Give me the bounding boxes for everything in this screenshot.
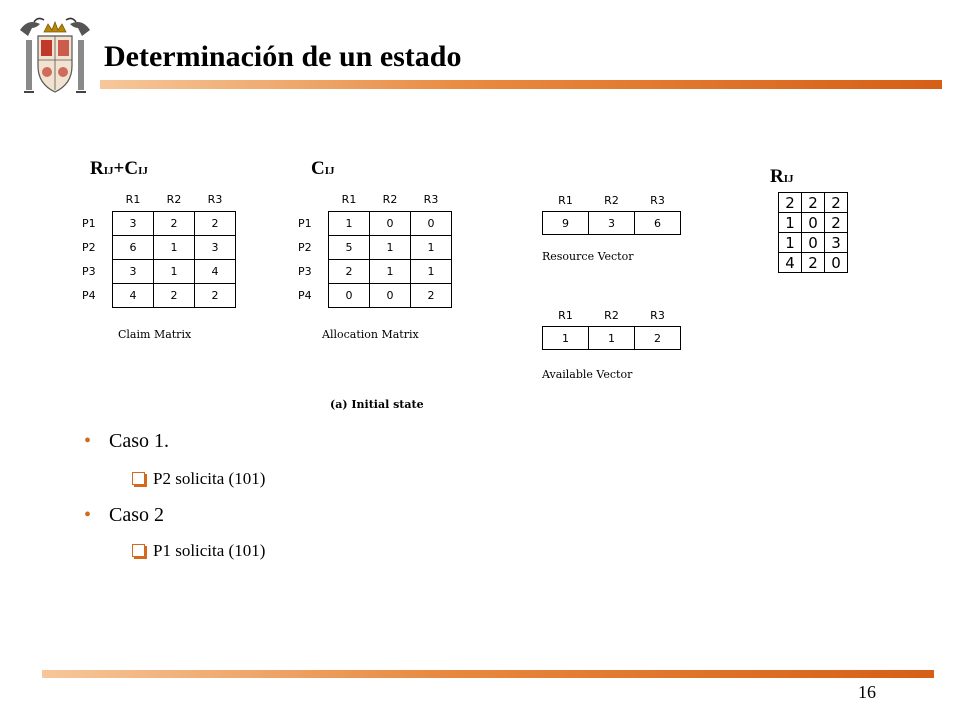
column-header: R3 xyxy=(423,192,439,206)
matrix-cell: 2 xyxy=(195,283,236,307)
row-header: P2 xyxy=(82,240,96,254)
matrix-cell: 0 xyxy=(802,213,825,233)
sub-bullet-caso-2 xyxy=(132,541,265,561)
title-underline-bar xyxy=(100,80,942,89)
matrix-cell: 1 xyxy=(779,233,802,253)
matrix-cell: 1 xyxy=(411,235,452,259)
column-header: R2 xyxy=(604,308,619,322)
matrix-cell: 0 xyxy=(329,283,370,307)
column-header: R3 xyxy=(650,193,665,207)
matrix-cell: 6 xyxy=(113,235,154,259)
matrix-cell: 2 xyxy=(802,193,825,213)
vector-cell: 1 xyxy=(543,327,589,350)
matrix-cell: 2 xyxy=(825,213,848,233)
available-vector-caption: Available Vector xyxy=(542,368,633,381)
matrix-cell: 4 xyxy=(113,283,154,307)
table-row xyxy=(298,235,452,259)
table-row xyxy=(82,211,236,235)
matrix-cell: 1 xyxy=(370,259,411,283)
bullet-dot-icon: • xyxy=(84,504,92,526)
column-header: R2 xyxy=(604,193,619,207)
available-vector xyxy=(542,304,681,350)
resource-vector-caption: Resource Vector xyxy=(542,250,634,263)
vector-cell: 9 xyxy=(543,212,589,235)
bullet-caso-2 xyxy=(84,504,164,527)
allocation-matrix-caption: Allocation Matrix xyxy=(322,328,419,341)
table-row xyxy=(779,253,848,273)
label-rij-plus-cij: RIJ+CIJ xyxy=(90,158,148,179)
matrix-cell: 2 xyxy=(154,211,195,235)
matrix-cell: 2 xyxy=(779,193,802,213)
checkbox-bullet-icon xyxy=(132,544,145,557)
column-header: R1 xyxy=(558,193,573,207)
bullet-caso-1 xyxy=(84,430,169,453)
table-row xyxy=(82,259,236,283)
row-header: P1 xyxy=(298,216,312,230)
allocation-matrix xyxy=(298,188,452,308)
row-header: P2 xyxy=(298,240,312,254)
table-row xyxy=(82,235,236,259)
table-row xyxy=(779,213,848,233)
sub-bullet-text: P2 solicita (101) xyxy=(153,469,266,488)
matrix-cell: 4 xyxy=(779,253,802,273)
vector-cell: 3 xyxy=(589,212,635,235)
label-cij: CIJ xyxy=(311,158,335,179)
label-rij: RIJ xyxy=(770,166,794,187)
column-header: R3 xyxy=(650,308,665,322)
claim-matrix-caption: Claim Matrix xyxy=(118,328,192,341)
matrix-cell: 1 xyxy=(154,235,195,259)
bullet-text: Caso 1. xyxy=(109,430,170,452)
matrix-cell: 0 xyxy=(411,211,452,235)
column-header: R1 xyxy=(558,308,573,322)
matrix-cell: 2 xyxy=(825,193,848,213)
vector-cell: 2 xyxy=(635,327,681,350)
vector-cell: 1 xyxy=(589,327,635,350)
matrix-cell: 2 xyxy=(411,283,452,307)
claim-matrix xyxy=(82,188,236,308)
rij-matrix xyxy=(778,192,848,273)
table-row xyxy=(82,283,236,307)
matrix-cell: 1 xyxy=(370,235,411,259)
matrix-cell: 0 xyxy=(802,233,825,253)
table-row xyxy=(298,283,452,307)
table-row xyxy=(298,259,452,283)
slide-title: Determinación de un estado xyxy=(104,40,462,73)
matrix-cell: 1 xyxy=(329,211,370,235)
matrix-cell: 3 xyxy=(113,211,154,235)
row-header: P4 xyxy=(82,288,96,302)
row-header: P3 xyxy=(298,264,312,278)
bullet-text: Caso 2 xyxy=(109,504,165,526)
table-row xyxy=(298,211,452,235)
table-row xyxy=(779,193,848,213)
resource-vector xyxy=(542,189,681,235)
matrix-cell: 2 xyxy=(802,253,825,273)
matrix-cell: 3 xyxy=(195,235,236,259)
column-header: R1 xyxy=(341,192,357,206)
row-header: P1 xyxy=(82,216,96,230)
matrix-cell: 2 xyxy=(154,283,195,307)
column-header: R3 xyxy=(207,192,223,206)
university-crest-logo xyxy=(14,10,96,98)
vector-cell: 6 xyxy=(635,212,681,235)
matrix-cell: 3 xyxy=(825,233,848,253)
matrix-cell: 1 xyxy=(154,259,195,283)
column-header: R1 xyxy=(125,192,141,206)
column-header: R2 xyxy=(166,192,182,206)
page-number: 16 xyxy=(858,682,876,702)
table-row xyxy=(779,233,848,253)
matrix-cell: 0 xyxy=(370,211,411,235)
matrix-cell: 4 xyxy=(195,259,236,283)
footer-bar xyxy=(42,670,934,678)
matrix-cell: 5 xyxy=(329,235,370,259)
row-header: P3 xyxy=(82,264,96,278)
sub-bullet-text: P1 solicita (101) xyxy=(153,541,266,560)
row-header: P4 xyxy=(298,288,312,302)
bullet-dot-icon: • xyxy=(84,430,92,452)
sub-bullet-caso-1 xyxy=(132,469,265,489)
figure-caption: (a) Initial state xyxy=(330,398,424,411)
matrix-cell: 1 xyxy=(411,259,452,283)
matrix-cell: 1 xyxy=(779,213,802,233)
matrix-cell: 2 xyxy=(329,259,370,283)
matrix-cell: 0 xyxy=(825,253,848,273)
checkbox-bullet-icon xyxy=(132,472,145,485)
matrix-cell: 0 xyxy=(370,283,411,307)
matrix-cell: 3 xyxy=(113,259,154,283)
column-header: R2 xyxy=(382,192,398,206)
matrix-cell: 2 xyxy=(195,211,236,235)
